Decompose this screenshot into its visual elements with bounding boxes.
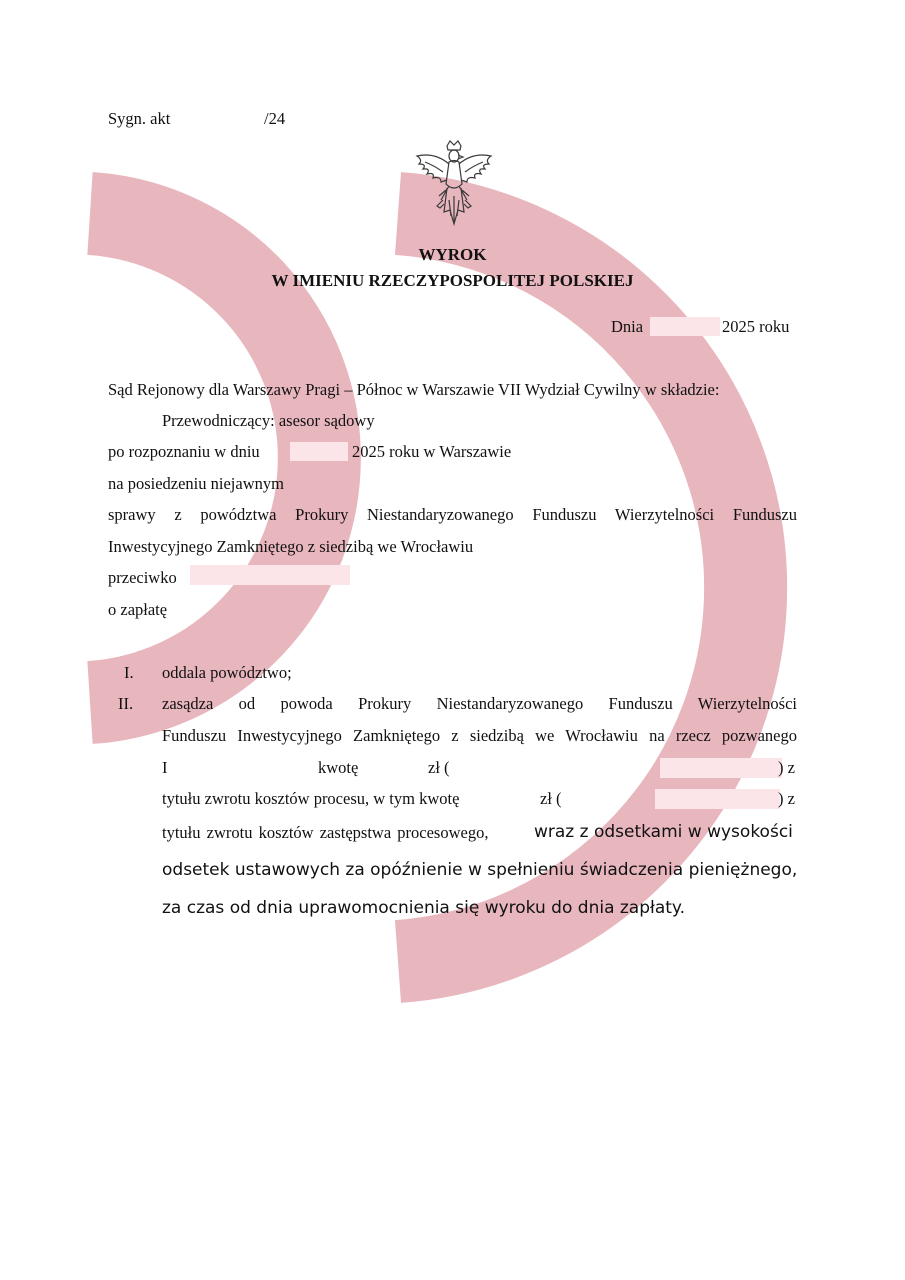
ruling-numeral-1: I. [124,663,134,682]
redacted-defendant [190,565,350,585]
ruling-2-kwote: kwotę [318,758,359,777]
hearing-suffix: 2025 roku w Warszawie [352,442,512,461]
case-subject: o zapłatę [108,600,168,619]
ruling-2-line2: Funduszu Inwestycyjnego Zamkniętego z siedzibą we Wrocławiu na rzecz pozwanego [162,726,797,745]
redacted-hearing-date [290,442,348,461]
ruling-2-currency-2: zł ( [540,789,562,808]
case-parties-line2: Inwestycyjnego Zamkniętego z siedzibą we Wrocławiu [108,537,474,556]
date-prefix: Dnia [611,317,644,336]
case-parties-line1: sprawy z powództwa Prokury Niestandaryzowanego Funduszu Wierzytelności Funduszu [108,505,797,524]
ruling-2-line1: zasądza od powoda Prokury Niestandaryzowanego Funduszu Wierzytelności [162,694,797,713]
judgment-title: WYROK [418,245,487,264]
ruling-2-interest-rate: odsetek ustawowych za opóźnienie w spełnieniu świadczenia pieniężnego, [162,860,798,880]
ruling-2-initial: I [162,758,168,777]
ruling-numeral-2: II. [118,694,134,713]
ruling-2-z: ) z [778,758,795,777]
hearing-prefix: po rozpoznaniu w dniu [108,442,260,461]
ruling-2-z-2: ) z [778,789,795,808]
ruling-1-text: oddala powództwo; [162,663,292,682]
polish-eagle-emblem [413,140,495,232]
session-type: na posiedzeniu niejawnym [108,474,284,493]
redacted-amount-words-2 [655,789,780,809]
date-suffix: 2025 roku [722,317,790,336]
ruling-2-representation: tytułu zwrotu kosztów zastępstwa procesowego, [162,823,489,842]
ruling-2-interest: wraz z odsetkami w wysokości [534,822,793,842]
redacted-date [650,317,720,336]
redacted-amount-words [660,758,782,778]
court-name: Sąd Rejonowy dla Warszawy Pragi – Północ w Warszawie VII Wydział Cywilny w składzie: [108,380,720,399]
ruling-2-period: za czas od dnia uprawomocnienia się wyroku do dnia zapłaty. [162,898,685,918]
case-signature-label: Sygn. akt [108,109,171,128]
ruling-2-costs: tytułu zwrotu kosztów procesu, w tym kwotę [162,789,460,808]
against-label: przeciwko [108,568,177,587]
case-signature-suffix: /24 [264,109,286,128]
presiding-judge: Przewodniczący: asesor sądowy [162,411,375,430]
judgment-subtitle: W IMIENIU RZECZYPOSPOLITEJ POLSKIEJ [271,271,634,290]
ruling-2-currency: zł ( [428,758,450,777]
